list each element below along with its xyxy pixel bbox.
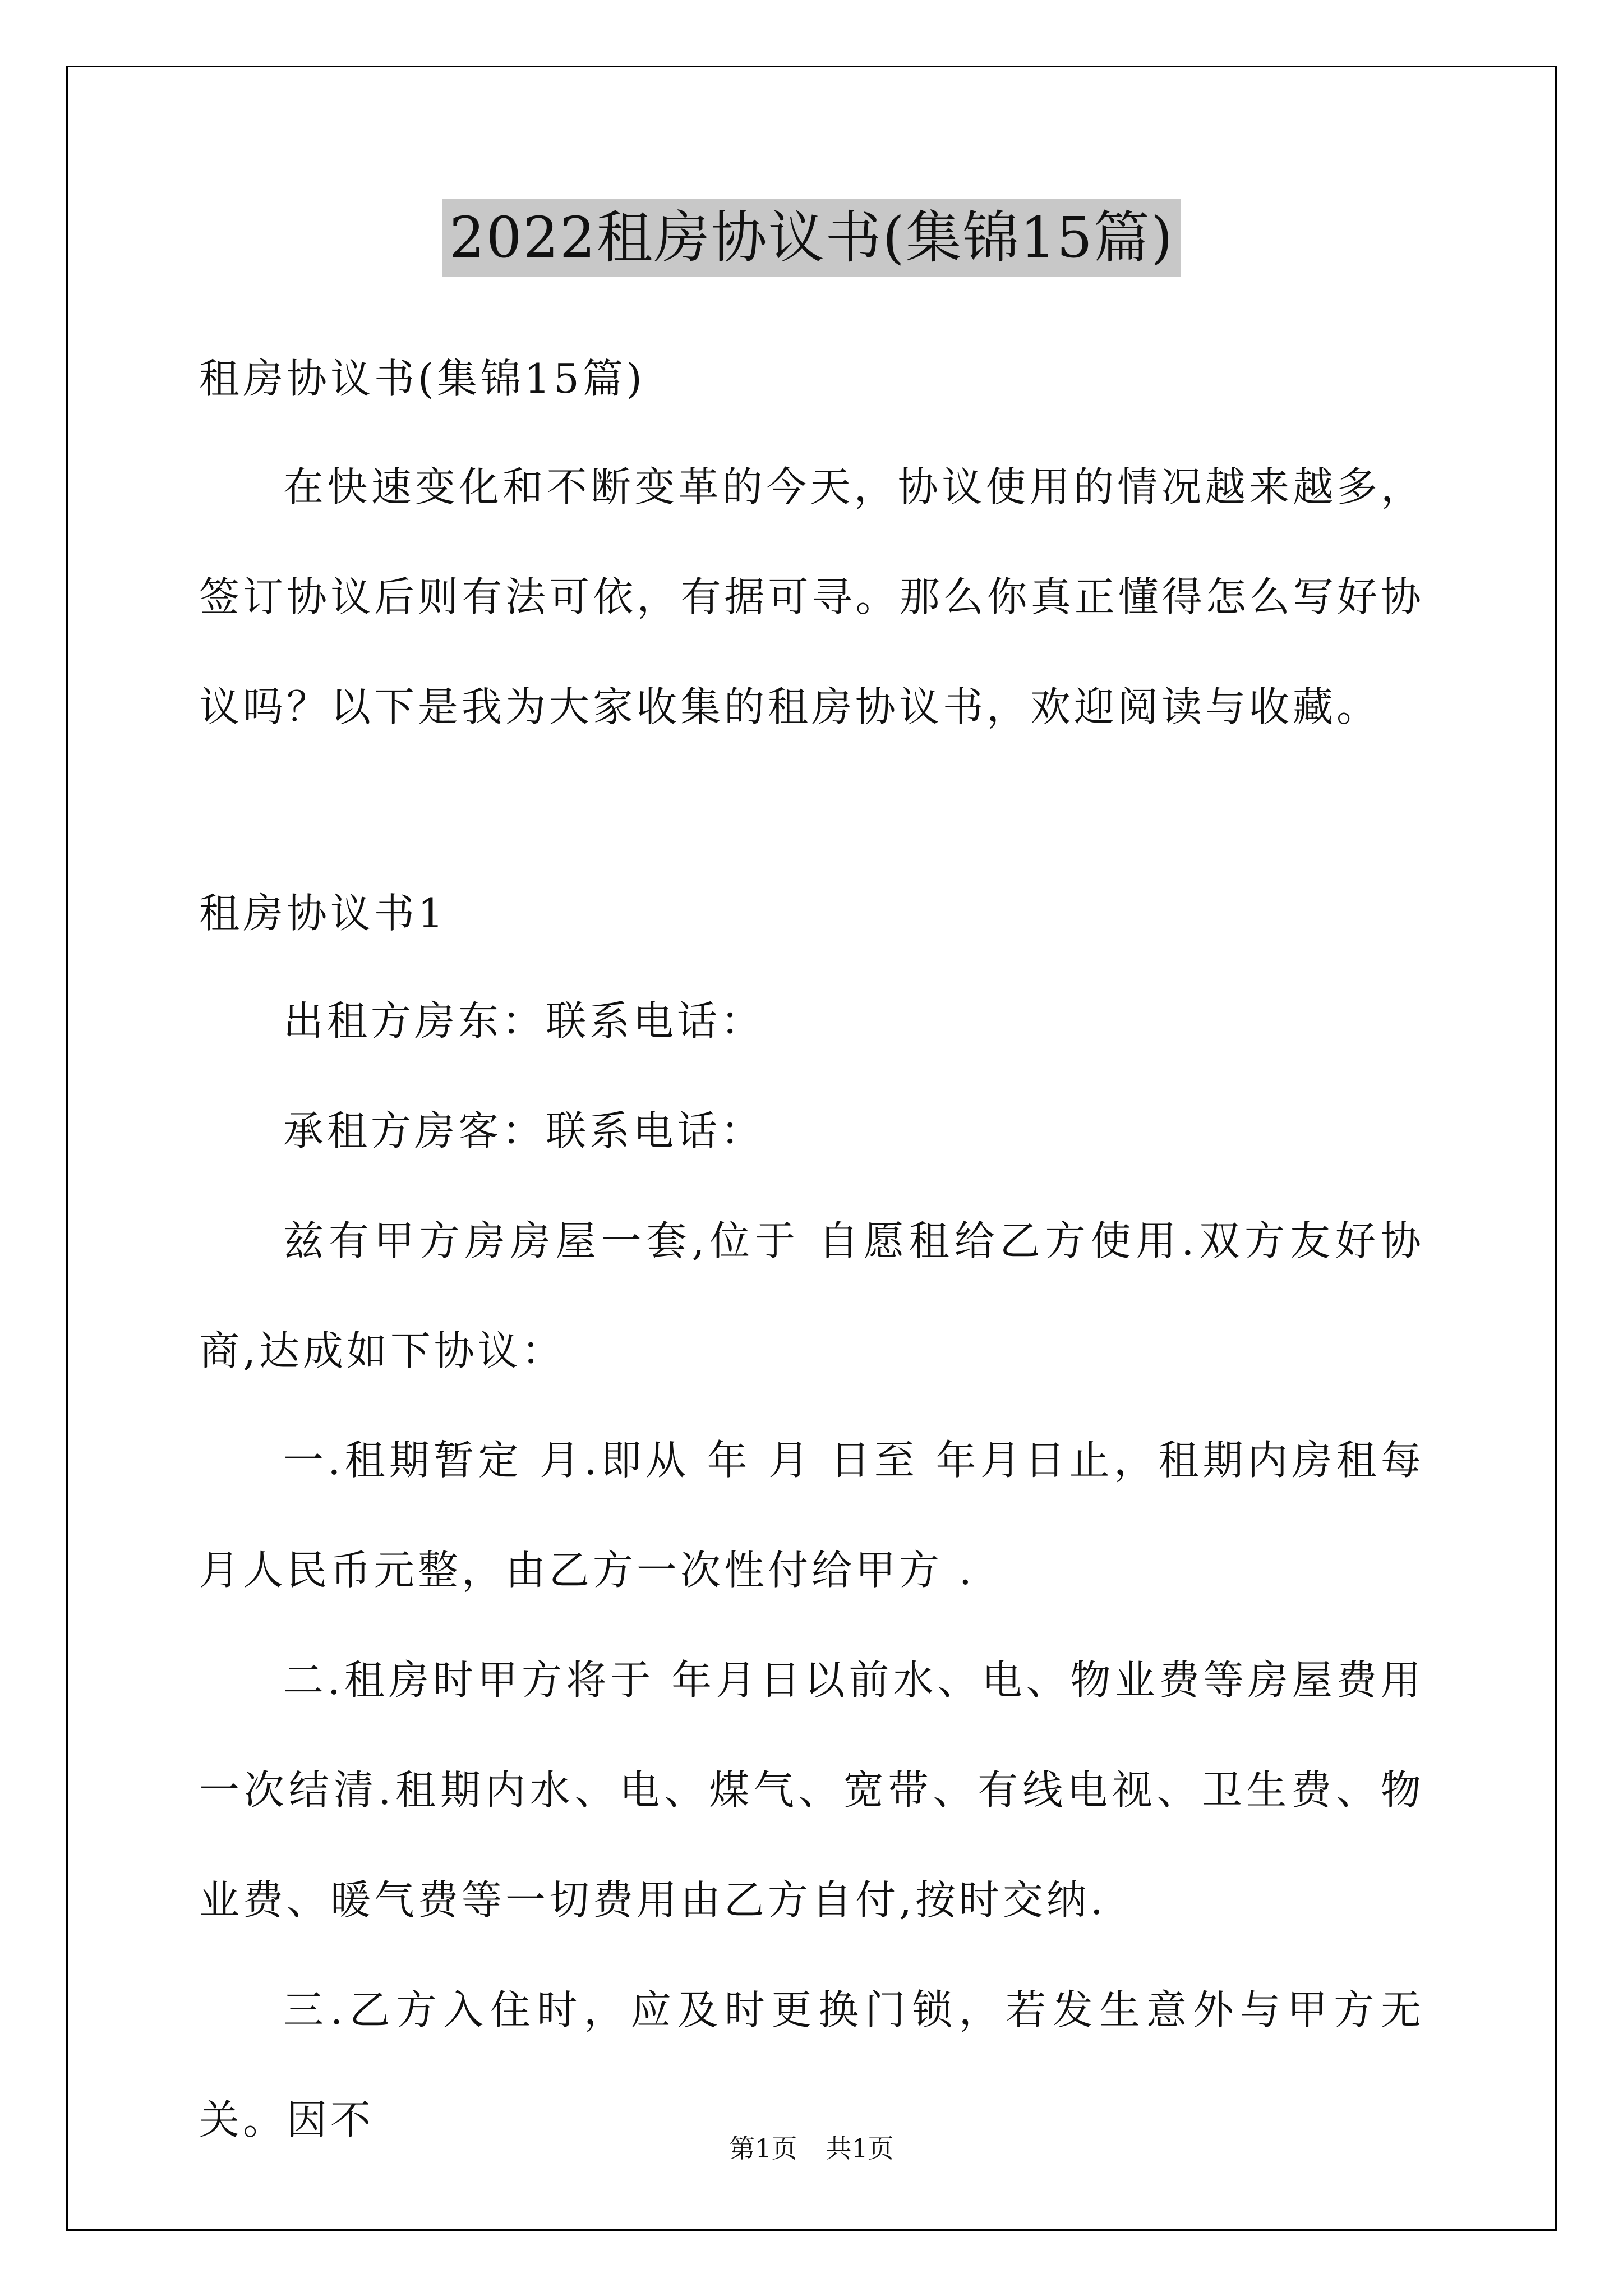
clause-intro: 兹有甲方房房屋一套,位于 自愿租给乙方使用.双方友好协商,达成如下协议： (199, 1217, 1424, 1374)
intro-paragraph: 在快速变化和不断变革的今天，协议使用的情况越来越多，签订协议后则有法可依，有据可寻。那么你真正懂得怎么写好协议吗？以下是我为大家收集的租房协议书，欢迎阅读与收藏。 (199, 463, 1424, 730)
lessor-line: 出租方房东：联系电话： (283, 997, 765, 1045)
document-title: 2022租房协议书(集锦15篇) (442, 199, 1181, 277)
clause-2: 二.租房时甲方将于 年月日以前水、电、物业费等房屋费用一次结清.租期内水、电、煤气、宽带、有线电视、卫生费、物业费、暖气费等一切费用由乙方自付,按时交纳. (199, 1657, 1424, 1924)
page-total: 共1页 (826, 2133, 894, 2164)
title-container (0, 199, 1623, 277)
clause-1: 一.租期暂定 月.即从 年 月 日至 年月日止，租期内房租每月人民币元整，由乙方一次性付给甲方 . (199, 1437, 1424, 1594)
lessee-line: 承租方房客：联系电话： (283, 1107, 765, 1154)
section-heading: 租房协议书1 (199, 890, 447, 937)
clause-3: 三.乙方入住时，应及时更换门锁，若发生意外与甲方无关。因不 (199, 1986, 1424, 2143)
page-footer (0, 2132, 1623, 2165)
page-number: 第1页 (729, 2133, 797, 2164)
document-subtitle: 租房协议书(集锦15篇) (199, 355, 645, 402)
